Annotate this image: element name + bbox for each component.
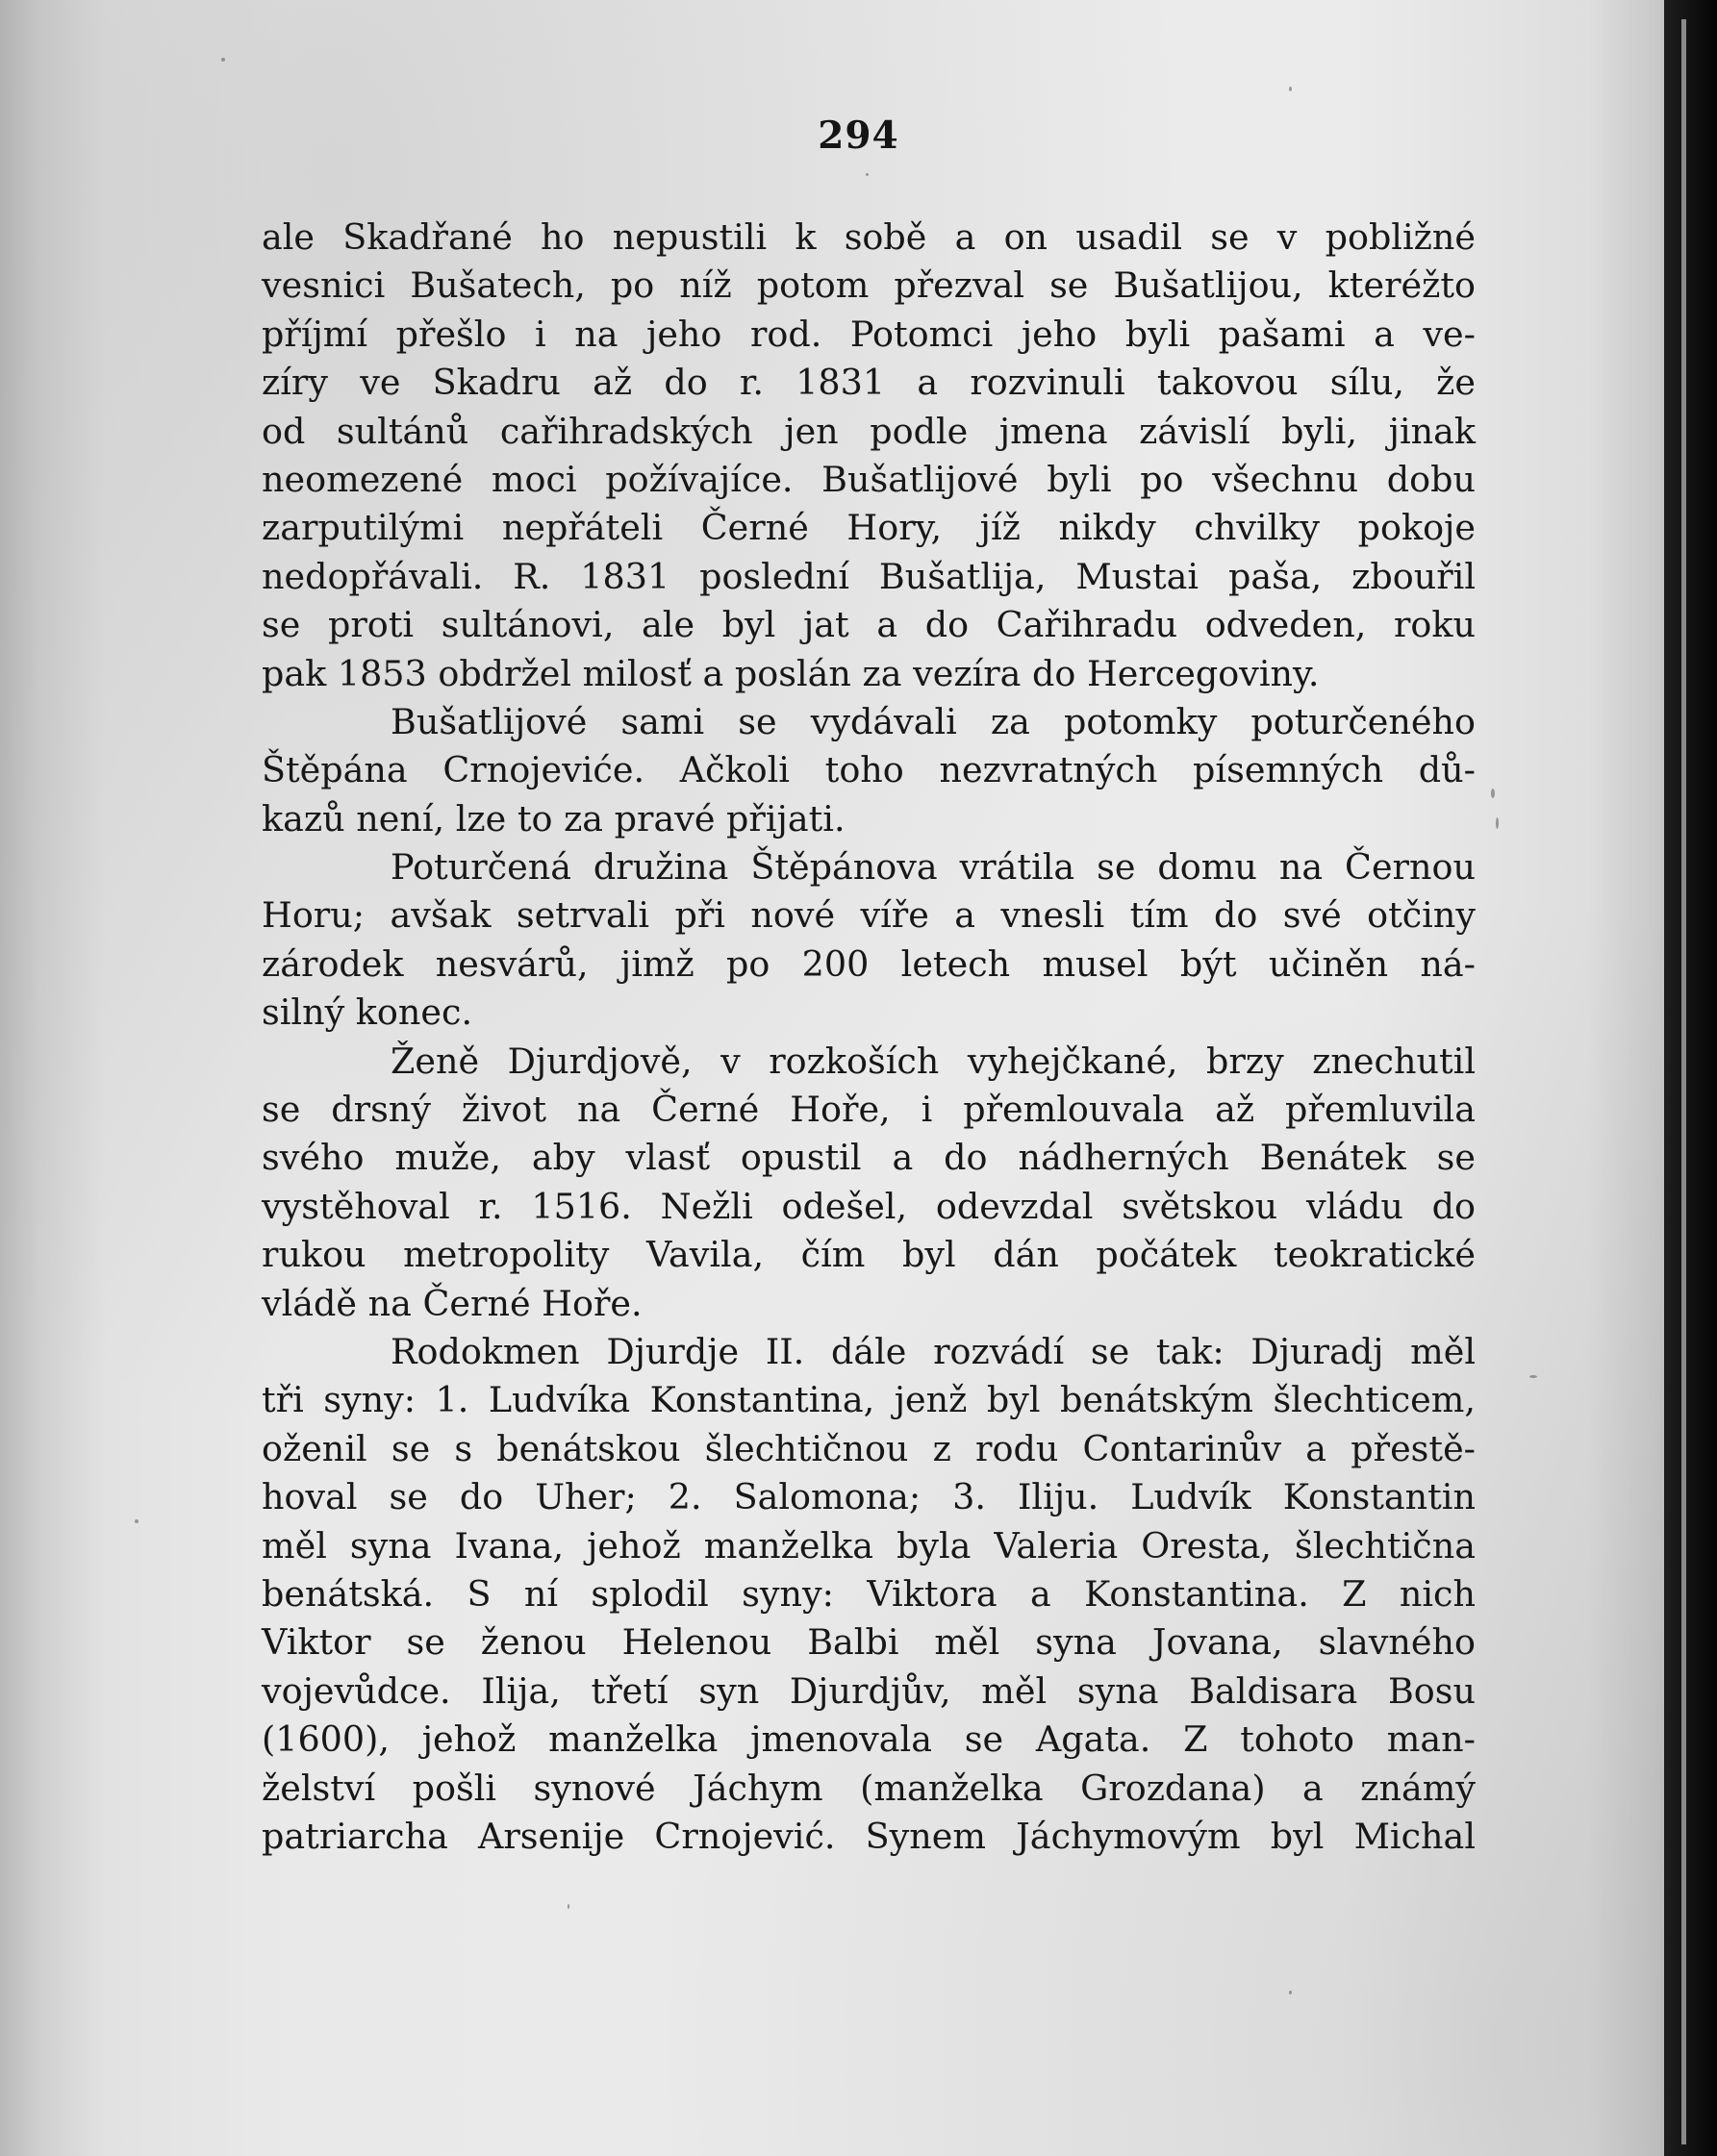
- text-line: kazů není, lze to za pravé přijati.: [262, 797, 846, 840]
- text-line: zárodek nesvárů, jimž po 200 letech musel být učiněn ná-: [262, 942, 1476, 985]
- text-line: vystěhoval r. 1516. Nežli odešel, odevzdal světskou vládu do: [262, 1185, 1476, 1227]
- text-line: rukou metropolity Vavila, čím byl dán počátek teokratické: [262, 1234, 1476, 1276]
- text-line: se drsný život na Černé Hoře, i přemlouvala až přemluvila: [262, 1089, 1476, 1131]
- text-line: benátská. S ní splodil syny: Viktora a Konstantina. Z nich: [262, 1572, 1476, 1615]
- scan-speck: [866, 173, 869, 176]
- page-edge-line: [1681, 19, 1686, 2144]
- text-line: nedopřávali. R. 1831 poslední Bušatlija, Mustai paša, zbouřil: [262, 555, 1476, 597]
- text-line: oženil se s benátskou šlechtičnou z rodu Contarinův a přestě-: [262, 1427, 1476, 1469]
- text-line: vojevůdce. Ilija, třetí syn Djurdjův, měl syna Baldisara Bosu: [262, 1669, 1476, 1712]
- scan-speck: [1289, 1991, 1292, 1994]
- scan-speck: [135, 1519, 139, 1523]
- text-line: Rodokmen Djurdje II. dále rozvádí se tak: Djuradj měl: [391, 1330, 1476, 1372]
- text-line: Viktor se ženou Helenou Balbi měl syna Jovana, slavného: [262, 1621, 1476, 1664]
- text-line: (1600), jehož manželka jmenovala se Agata. Z tohoto man-: [262, 1718, 1476, 1761]
- text-line: od sultánů cařihradských jen podle jmena závislí byli, jinak: [262, 410, 1476, 452]
- text-line: Štěpána Crnojeviće. Ačkoli toho nezvratných písemných dů-: [262, 749, 1476, 791]
- text-line: příjmí přešlo i na jeho rod. Potomci jeho byli pašami a ve-: [262, 313, 1476, 355]
- text-line: zarputilými nepřáteli Černé Hory, jíž nikdy chvilky pokoje: [262, 507, 1476, 549]
- scan-speck: [1496, 817, 1499, 829]
- text-line: silný konec.: [262, 991, 473, 1034]
- text-line: svého muže, aby vlasť opustil a do nádherných Benátek se: [262, 1137, 1476, 1179]
- scan-border: [1664, 0, 1717, 2156]
- text-line: zíry ve Skadru až do r. 1831 a rozvinuli takovou sílu, že: [262, 362, 1476, 404]
- text-line: ale Skadřané ho nepustili k sobě a on usadil se v pobližné: [262, 216, 1476, 258]
- text-line: vládě na Černé Hoře.: [262, 1282, 643, 1324]
- text-line: tři syny: 1. Ludvíka Konstantina, jenž byl benátským šlechticem,: [262, 1379, 1476, 1421]
- scan-speck: [1491, 789, 1495, 798]
- text-line: želství pošli synové Jáchym (manželka Grozdana) a známý: [262, 1767, 1476, 1809]
- scan-speck: [568, 1904, 569, 1909]
- text-line: pak 1853 obdržel milosť a poslán za vezíra do Hercegoviny.: [262, 652, 1320, 694]
- text-line: Ženě Djurdjově, v rozkoších vyhejčkané, brzy znechutil: [391, 1040, 1476, 1082]
- page-number: 294: [818, 113, 899, 158]
- text-line: Poturčená družina Štěpánova vrátila se domu na Černou: [391, 846, 1476, 889]
- text-line: Bušatlijové sami se vydávali za potomky poturčeného: [391, 700, 1476, 742]
- body-text: [262, 213, 1476, 1861]
- text-line: patriarcha Arsenije Crnojević. Synem Jáchymovým byl Michal: [262, 1815, 1476, 1857]
- scan-speck: [221, 58, 225, 62]
- scan-speck: [1529, 1375, 1537, 1378]
- text-line: Horu; avšak setrvali při nové víře a vnesli tím do své otčiny: [262, 894, 1476, 937]
- scan-speck: [1289, 87, 1292, 91]
- text-line: měl syna Ivana, jehož manželka byla Valeria Oresta, šlechtična: [262, 1524, 1476, 1567]
- text-line: neomezené moci požívajíce. Bušatlijové byli po všechnu dobu: [262, 458, 1476, 500]
- text-line: vesnici Bušatech, po níž potom přezval se Bušatlijou, kteréžto: [262, 264, 1476, 307]
- text-line: se proti sultánovi, ale byl jat a do Cařihradu odveden, roku: [262, 604, 1476, 646]
- text-line: hoval se do Uher; 2. Salomona; 3. Iliju. Ludvík Konstantin: [262, 1476, 1476, 1518]
